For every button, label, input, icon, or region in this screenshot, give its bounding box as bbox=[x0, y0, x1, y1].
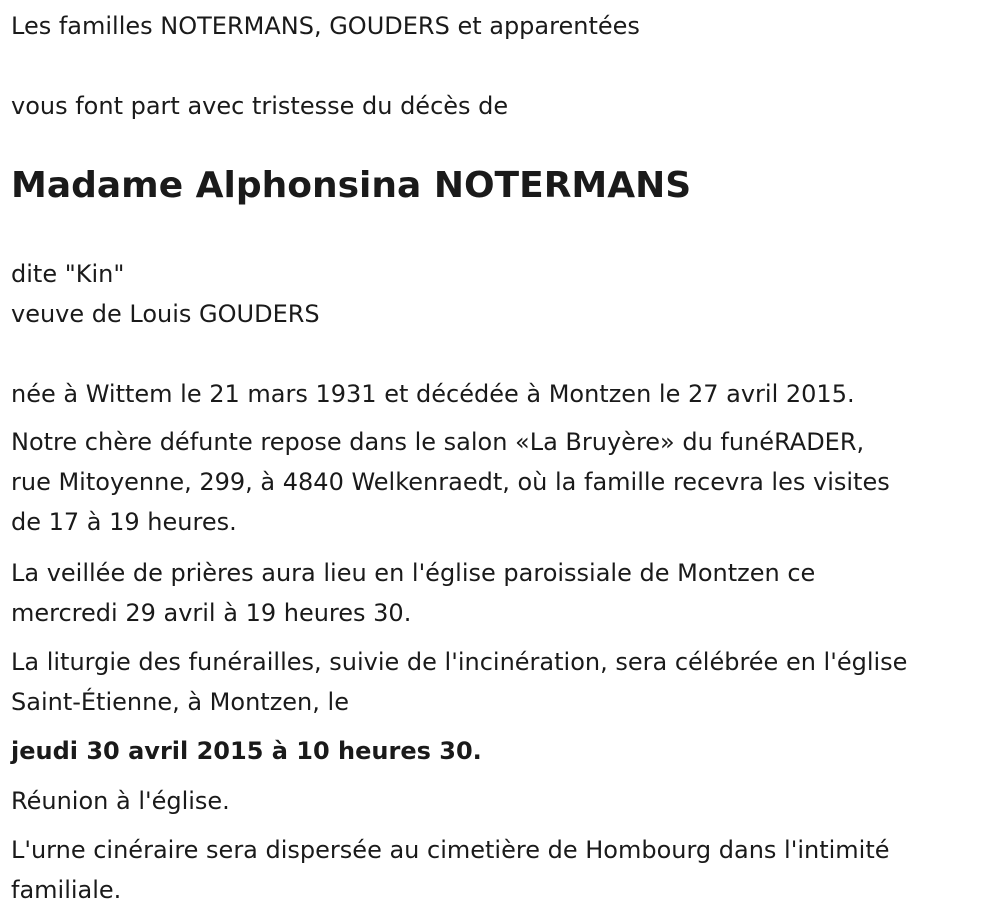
birth-death-text: née à Wittem le 21 mars 1931 et décédée à Montzen le 27 avril 2015. bbox=[11, 380, 855, 408]
announcement-text: vous font part avec tristesse du décès de bbox=[11, 92, 509, 120]
liturgy-paragraph bbox=[11, 642, 907, 722]
vigil-line: mercredi 29 avril à 19 heures 30. bbox=[11, 599, 412, 627]
urn-line: L'urne cinéraire sera dispersée au cimetière de Hombourg dans l'intimité bbox=[11, 836, 890, 864]
vigil-paragraph bbox=[11, 553, 815, 633]
families-heading: Les familles NOTERMANS, GOUDERS et apparentées bbox=[11, 12, 640, 40]
liturgy-line: La liturgie des funérailles, suivie de l'incinération, sera célébrée en l'église bbox=[11, 648, 908, 676]
urn-line: familiale. bbox=[11, 876, 122, 904]
funeral-datetime: jeudi 30 avril 2015 à 10 heures 30. bbox=[11, 737, 482, 765]
urn-paragraph bbox=[11, 830, 890, 910]
widow-of-text: veuve de Louis GOUDERS bbox=[11, 300, 320, 328]
resting-place-line: de 17 à 19 heures. bbox=[11, 508, 237, 536]
deceased-name: Madame Alphonsina NOTERMANS bbox=[11, 165, 692, 206]
nickname-text: dite "Kin" bbox=[11, 260, 125, 288]
vigil-line: La veillée de prières aura lieu en l'église paroissiale de Montzen ce bbox=[11, 559, 816, 587]
meeting-text: Réunion à l'église. bbox=[11, 787, 230, 815]
resting-place-line: rue Mitoyenne, 299, à 4840 Welkenraedt, où la famille recevra les visites bbox=[11, 468, 890, 496]
resting-place-line: Notre chère défunte repose dans le salon «La Bruyère» du funéRADER, bbox=[11, 428, 865, 456]
liturgy-line: Saint-Étienne, à Montzen, le bbox=[11, 688, 349, 716]
resting-place-paragraph bbox=[11, 422, 890, 542]
